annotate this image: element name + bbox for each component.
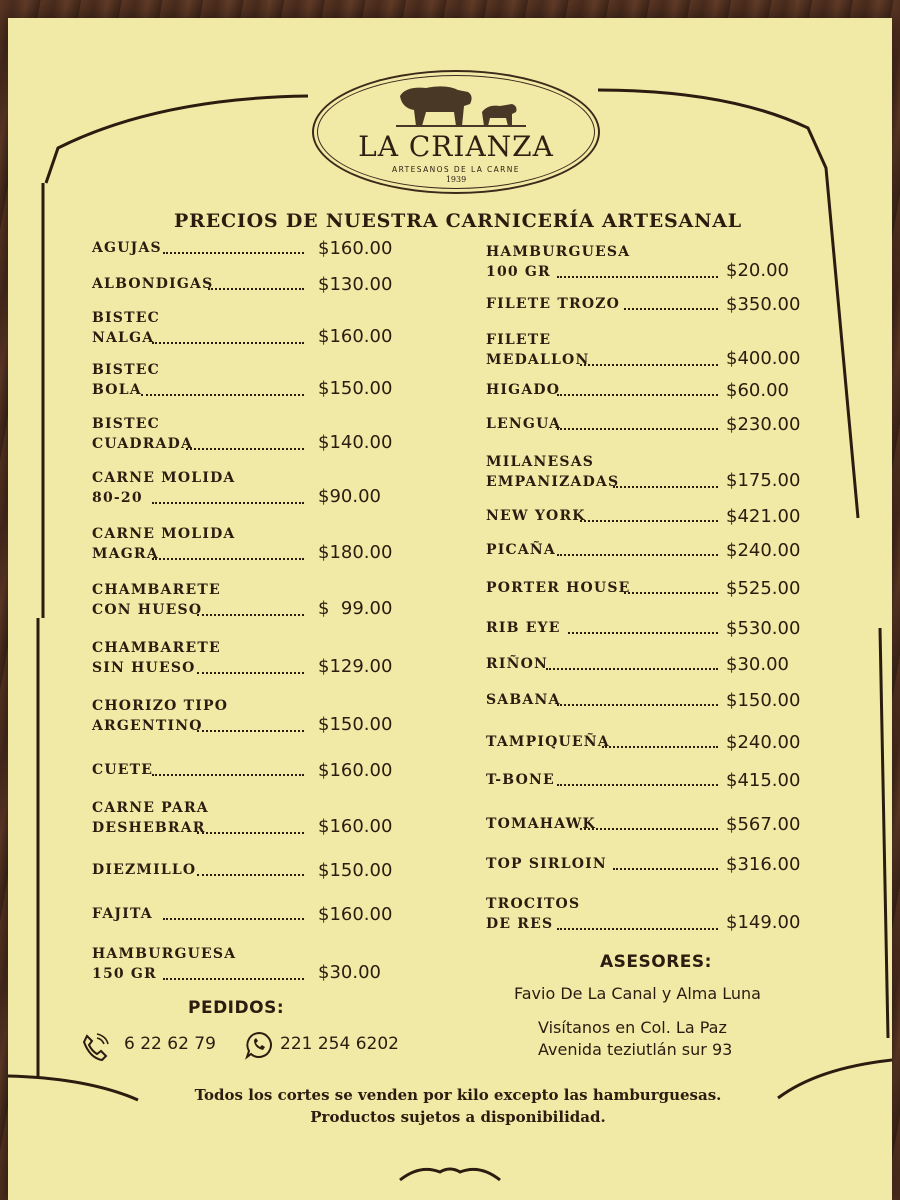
leader-dots — [557, 428, 718, 430]
item-name: CARNE PARA DESHEBRAR — [92, 800, 209, 836]
leader-dots — [613, 868, 718, 870]
leader-dots — [557, 704, 718, 706]
leader-dots — [557, 554, 718, 556]
leader-dots — [197, 832, 304, 834]
item-price: $316.00 — [726, 854, 801, 875]
item-name: FILETE TROZO — [486, 296, 621, 312]
whatsapp-icon — [244, 1030, 274, 1060]
phone-number: 6 22 62 79 — [124, 1034, 216, 1054]
item-name: TOMAHAWK — [486, 816, 596, 832]
price-row — [486, 506, 816, 528]
price-row — [92, 360, 412, 402]
item-price: $415.00 — [726, 770, 801, 791]
item-name: AGUJAS — [92, 240, 162, 256]
item-name: RIB EYE — [486, 620, 561, 636]
leader-dots — [163, 252, 304, 254]
price-row — [486, 814, 816, 836]
item-name: CARNE MOLIDA 80-20 — [92, 470, 236, 506]
item-name: HIGADO — [486, 382, 561, 398]
leader-dots — [546, 668, 718, 670]
price-row — [92, 580, 412, 622]
leader-dots — [152, 774, 304, 776]
item-price: $150.00 — [318, 378, 393, 399]
advisors-names: Favio De La Canal y Alma Luna — [514, 984, 761, 1003]
item-name: CHORIZO TIPO ARGENTINO — [92, 698, 229, 734]
brand-year: 1939 — [445, 175, 467, 184]
leader-dots — [197, 614, 304, 616]
address-street: Avenida teziutlán sur 93 — [538, 1040, 733, 1059]
price-row — [486, 242, 816, 284]
item-price: $150.00 — [726, 690, 801, 711]
item-name: RIÑON — [486, 656, 548, 672]
item-name: CHAMBARETE SIN HUESO — [92, 640, 221, 676]
leader-dots — [602, 746, 718, 748]
price-row — [486, 414, 816, 436]
item-name: PORTER HOUSE — [486, 580, 631, 596]
item-name: CHAMBARETE CON HUESO — [92, 582, 221, 618]
price-row — [92, 274, 412, 296]
item-price: $140.00 — [318, 432, 393, 453]
leader-dots — [197, 874, 304, 876]
item-name: TOP SIRLOIN — [486, 856, 607, 872]
price-row — [92, 308, 412, 350]
item-price: $230.00 — [726, 414, 801, 435]
item-price: $240.00 — [726, 540, 801, 561]
price-row — [92, 524, 412, 566]
item-price: $160.00 — [318, 816, 393, 837]
price-row — [486, 540, 816, 562]
leader-dots — [152, 342, 304, 344]
item-price: $160.00 — [318, 760, 393, 781]
item-name: FAJITA — [92, 906, 153, 922]
item-price: $530.00 — [726, 618, 801, 639]
footer-note-availability: Productos sujetos a disponibilidad. — [310, 1108, 606, 1126]
leader-dots — [557, 784, 718, 786]
leader-dots — [580, 828, 718, 830]
item-price: $525.00 — [726, 578, 801, 599]
price-row — [486, 654, 816, 676]
item-name: DIEZMILLO — [92, 862, 197, 878]
item-name: CUETE — [92, 762, 154, 778]
leader-dots — [557, 276, 718, 278]
cattle-icon — [396, 82, 526, 132]
price-row — [486, 690, 816, 712]
item-name: TAMPIQUEÑA — [486, 734, 610, 750]
item-price: $20.00 — [726, 260, 789, 281]
address-colony: Visítanos en Col. La Paz — [538, 1018, 727, 1037]
item-name: FILETE MEDALLON — [486, 332, 590, 368]
item-name: CARNE MOLIDA MAGRA — [92, 526, 236, 562]
leader-dots — [197, 730, 304, 732]
item-price: $160.00 — [318, 326, 393, 347]
price-row — [92, 760, 412, 782]
price-row — [92, 944, 412, 986]
item-price: $240.00 — [726, 732, 801, 753]
item-name: T-BONE — [486, 772, 555, 788]
price-row — [92, 414, 412, 456]
leader-dots — [624, 592, 718, 594]
leader-dots — [152, 502, 304, 504]
item-name: BISTEC NALGA — [92, 310, 160, 346]
leader-dots — [624, 308, 718, 310]
item-price: $421.00 — [726, 506, 801, 527]
leader-dots — [186, 448, 304, 450]
advisors-title: ASESORES: — [600, 952, 712, 972]
price-row — [486, 294, 816, 316]
item-name: TROCITOS DE RES — [486, 896, 581, 932]
item-name: BISTEC BOLA — [92, 362, 160, 398]
item-price: $150.00 — [318, 860, 393, 881]
item-price: $30.00 — [726, 654, 789, 675]
price-row — [486, 380, 816, 402]
brand-logo — [312, 70, 600, 194]
footer-note-pricing: Todos los cortes se venden por kilo excepto las hamburguesas. — [194, 1086, 722, 1104]
item-price: $30.00 — [318, 962, 381, 983]
item-price: $350.00 — [726, 294, 801, 315]
item-name: LENGUA — [486, 416, 562, 432]
item-price: $567.00 — [726, 814, 801, 835]
phone-icon — [80, 1032, 110, 1062]
page-title: PRECIOS DE NUESTRA CARNICERÍA ARTESANAL — [174, 210, 742, 232]
item-price: $150.00 — [318, 714, 393, 735]
leader-dots — [557, 928, 718, 930]
leader-dots — [208, 288, 304, 290]
leader-dots — [152, 558, 304, 560]
item-price: $130.00 — [318, 274, 393, 295]
leader-dots — [197, 672, 304, 674]
item-price: $400.00 — [726, 348, 801, 369]
item-name: HAMBURGUESA 100 GR — [486, 244, 631, 280]
price-row — [486, 452, 816, 494]
item-name: MILANESAS EMPANIZADAS — [486, 454, 620, 490]
item-name: BISTEC CUADRADA — [92, 416, 194, 452]
price-row — [486, 854, 816, 876]
item-name: PICAÑA — [486, 542, 556, 558]
price-row — [486, 732, 816, 754]
leader-dots — [580, 364, 718, 366]
price-row — [92, 238, 412, 260]
item-name: NEW YORK — [486, 508, 586, 524]
whatsapp-number: 221 254 6202 — [280, 1034, 399, 1054]
price-row — [92, 468, 412, 510]
price-row — [486, 578, 816, 600]
item-price: $60.00 — [726, 380, 789, 401]
price-row — [486, 618, 816, 640]
leader-dots — [580, 520, 718, 522]
price-row — [486, 330, 816, 372]
item-name: ALBONDIGAS — [92, 276, 214, 292]
leader-dots — [568, 632, 718, 634]
item-price: $180.00 — [318, 542, 393, 563]
item-price: $149.00 — [726, 912, 801, 933]
item-name: SABANA — [486, 692, 561, 708]
price-row — [92, 798, 412, 840]
menu-sheet — [8, 18, 892, 1200]
price-row — [486, 894, 816, 936]
leader-dots — [557, 394, 718, 396]
item-price: $160.00 — [318, 238, 393, 259]
price-row — [92, 696, 412, 738]
leader-dots — [613, 486, 718, 488]
price-row — [92, 638, 412, 680]
item-price: $ 99.00 — [318, 598, 393, 619]
price-row — [92, 860, 412, 882]
item-price: $175.00 — [726, 470, 801, 491]
item-price: $90.00 — [318, 486, 381, 507]
item-price: $129.00 — [318, 656, 393, 677]
brand-tagline: ARTESANOS DE LA CARNE — [392, 165, 520, 174]
leader-dots — [163, 918, 304, 920]
brand-name: LA CRIANZA — [358, 130, 554, 163]
leader-dots — [163, 978, 304, 980]
item-price: $160.00 — [318, 904, 393, 925]
orders-title: PEDIDOS: — [188, 998, 285, 1018]
price-row — [92, 904, 412, 926]
leader-dots — [141, 394, 304, 396]
price-row — [486, 770, 816, 792]
item-name: HAMBURGUESA 150 GR — [92, 946, 237, 982]
